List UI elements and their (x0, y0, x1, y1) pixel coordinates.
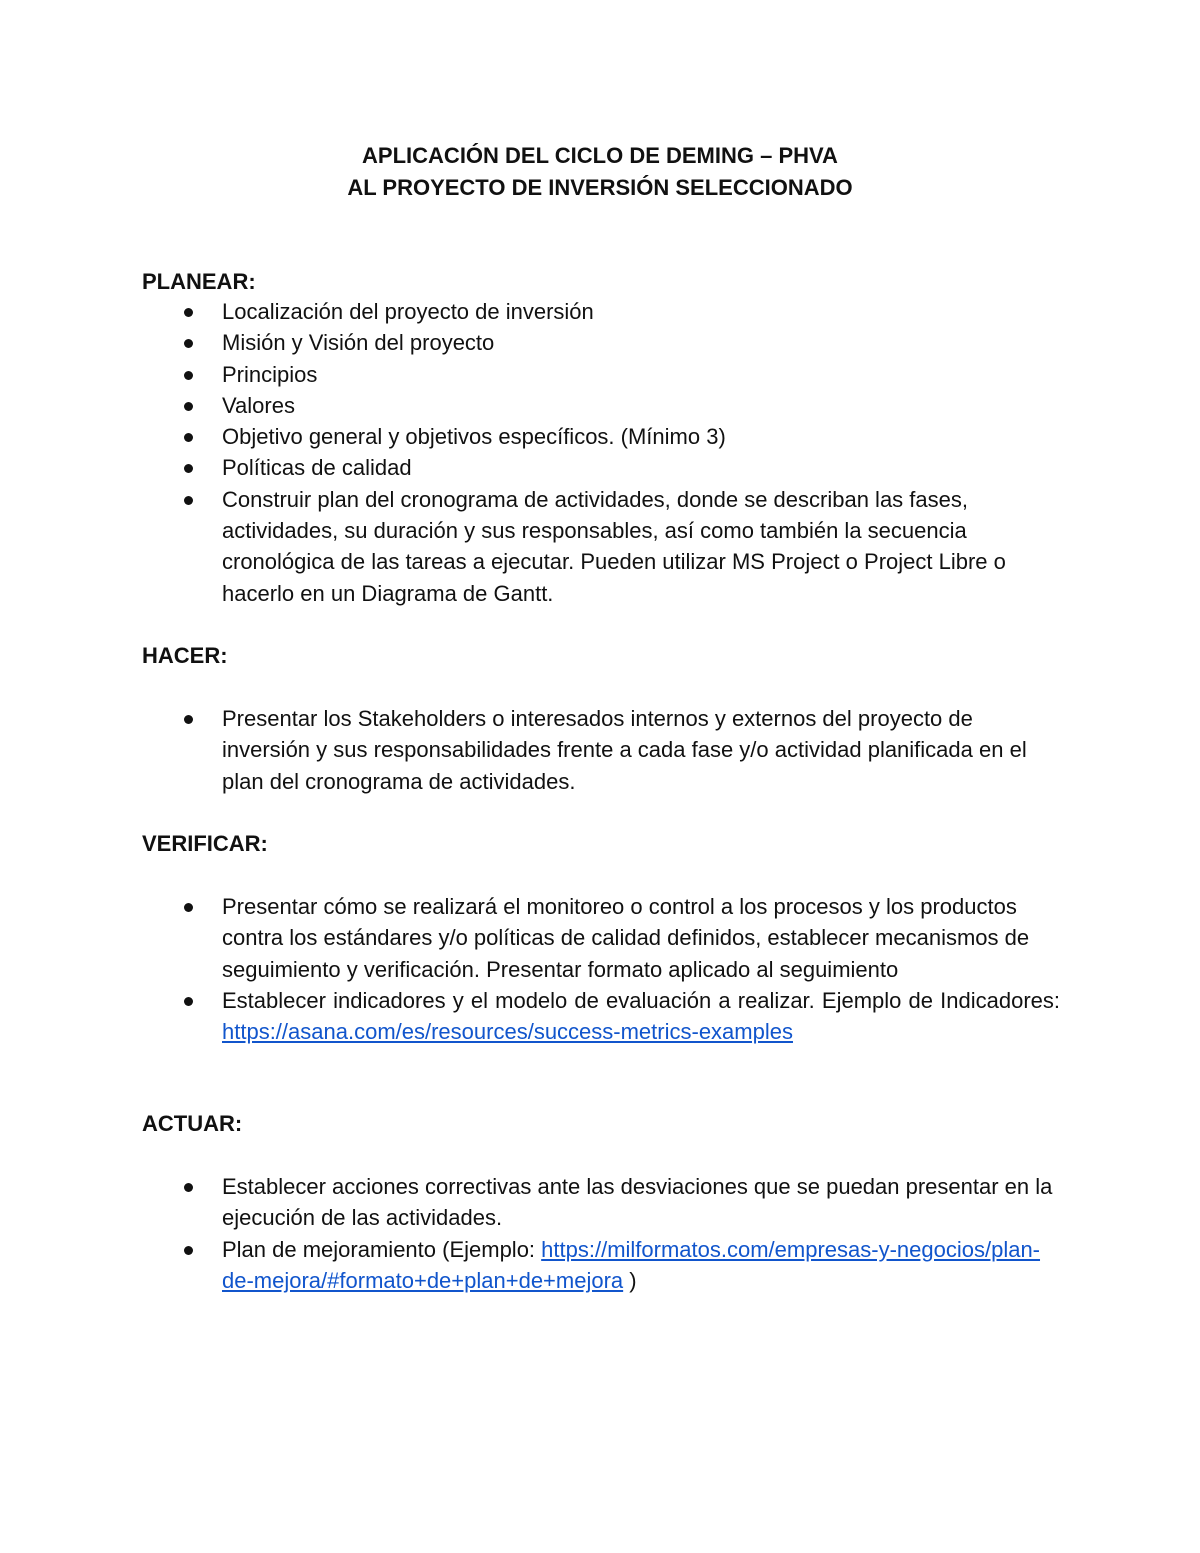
bullet-icon (184, 1246, 193, 1255)
bullet-icon (184, 371, 193, 380)
milformatos-link-part-1[interactable]: https://milformatos.com/empresas-y-negocios/plan- (541, 1236, 1041, 1262)
section-heading-hacer: HACER: (142, 643, 228, 668)
bullet-icon (184, 903, 193, 912)
bullet-icon (184, 1183, 193, 1192)
section-heading-verificar: VERIFICAR: (142, 831, 268, 856)
bullet-icon (184, 715, 193, 724)
section-heading-planear: PLANEAR: (142, 269, 256, 294)
document-title-line-2: AL PROYECTO DE INVERSIÓN SELECCIONADO (347, 175, 853, 200)
bullet-icon (184, 464, 193, 473)
list-item: Localización del proyecto de inversión (184, 296, 1060, 327)
list-item: Principios (184, 359, 1060, 390)
bullet-icon (184, 402, 193, 411)
actuar-list (184, 1171, 1060, 1296)
list-item: Establecer indicadores y el modelo de evaluación a realizar. Ejemplo de Indicadores: https://asana.com/es/resources/success-metrics-examples (184, 985, 1060, 1048)
bullet-icon (184, 496, 193, 505)
list-item: Presentar cómo se realizará el monitoreo o control a los procesos y los productos contra los estándares y/o políticas de calidad definidos, establecer mecanismos de seguimiento y verificación. Presentar formato aplicado al seguimiento (184, 891, 1060, 985)
bullet-icon (184, 308, 193, 317)
list-item: Políticas de calidad (184, 452, 1060, 483)
list-item: Objetivo general y objetivos específicos. (Mínimo 3) (184, 421, 1060, 452)
section-heading-actuar: ACTUAR: (142, 1111, 243, 1136)
planear-list (184, 296, 1060, 609)
list-item: Plan de mejoramiento (Ejemplo: https://milformatos.com/empresas-y-negocios/plan- de-mejora/#formato+de+plan+de+mejora ) (184, 1234, 1060, 1297)
asana-metrics-link[interactable]: https://asana.com/es/resources/success-metrics-examples (222, 1019, 793, 1045)
hacer-list (184, 703, 1060, 797)
milformatos-link-part-2[interactable]: de-mejora/#formato+de+plan+de+mejora (222, 1267, 624, 1293)
list-item: Misión y Visión del proyecto (184, 327, 1060, 358)
list-item: Establecer acciones correctivas ante las desviaciones que se puedan presentar en la ejecución de las actividades. (184, 1171, 1060, 1234)
bullet-icon (184, 433, 193, 442)
list-item: Presentar los Stakeholders o interesados internos y externos del proyecto de inversión y sus responsabilidades frente a cada fase y/o actividad planificada en el plan del cronograma de actividades. (184, 703, 1060, 797)
verificar-list (184, 891, 1060, 1047)
list-item: Construir plan del cronograma de actividades, donde se describan las fases, actividades, su duración y sus responsables, así como también la secuencia cronológica de las tareas a ejecutar. Pueden utilizar MS Project o Project Libre o hacerlo en un Diagrama de Gantt. (184, 484, 1060, 609)
bullet-icon (184, 997, 193, 1006)
bullet-icon (184, 339, 193, 348)
document-title-line-1: APLICACIÓN DEL CICLO DE DEMING – PHVA (362, 143, 838, 168)
list-item: Valores (184, 390, 1060, 421)
